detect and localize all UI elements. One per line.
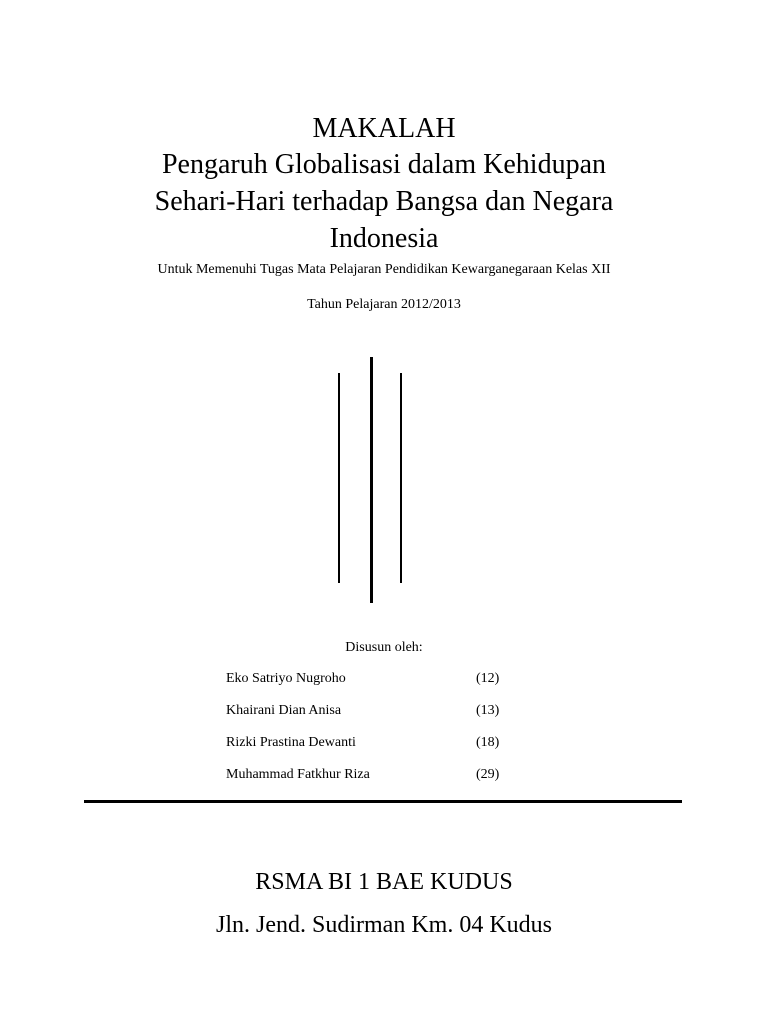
document-type: MAKALAH [312,113,456,144]
compiled-by-heading: Disusun oleh: [345,640,423,655]
author-row [226,766,526,798]
author-row [226,734,526,766]
author-name: Khairani Dian Anisa [226,703,342,718]
author-number: (29) [476,767,500,782]
school-name: RSMA BI 1 BAE KUDUS [255,869,513,895]
academic-year: Tahun Pelajaran 2012/2013 [307,297,461,312]
document-title [0,146,768,257]
horizontal-divider [84,800,682,803]
purpose-statement: Untuk Memenuhi Tugas Mata Pelajaran Pendidikan Kewarganegaraan Kelas XII [157,262,611,277]
title-line-2: Sehari-Hari terhadap Bangsa dan Negara [154,186,614,217]
ornament-line-right [400,373,402,583]
author-row [226,702,526,734]
author-list [226,670,526,798]
ornament-line-center [370,357,373,603]
school-address: Jln. Jend. Sudirman Km. 04 Kudus [216,912,552,938]
author-name: Eko Satriyo Nugroho [226,671,346,686]
author-row [226,670,526,702]
author-name: Muhammad Fatkhur Riza [226,767,370,782]
ornament-line-left [338,373,340,583]
author-number: (13) [476,703,500,718]
title-line-3: Indonesia [329,223,439,254]
author-name: Rizki Prastina Dewanti [226,735,356,750]
author-number: (12) [476,671,500,686]
title-line-1: Pengaruh Globalisasi dalam Kehidupan [161,149,606,180]
vertical-lines-ornament [330,355,410,605]
author-number: (18) [476,735,500,750]
